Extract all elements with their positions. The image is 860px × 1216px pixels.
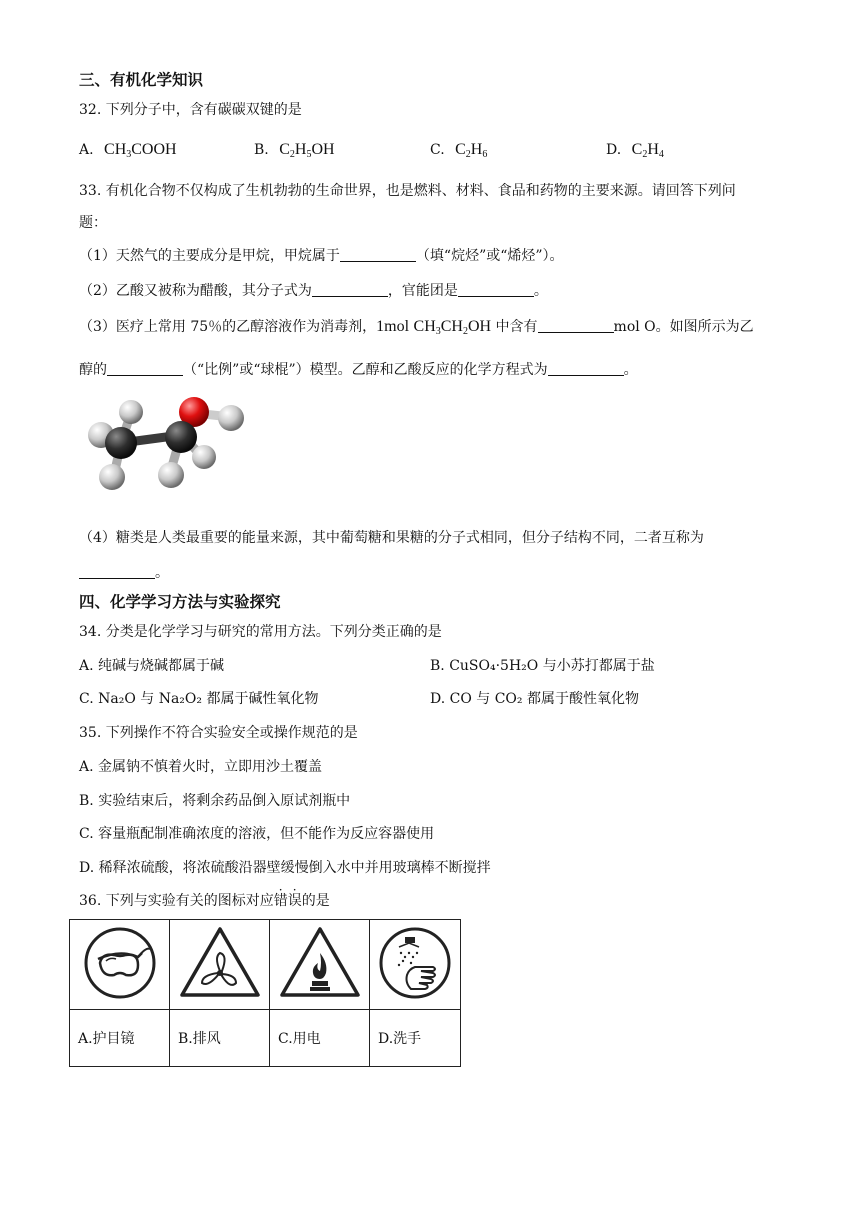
q33-part1 [79,246,564,266]
answer-blank[interactable] [107,362,183,376]
handwash-icon [375,923,455,1003]
q35-option-b: B. 实验结束后，将剩余药品倒入原试剂瓶中 [79,793,351,809]
emphasis-char: 错 [273,893,288,909]
question-33-intro: 33. 有机化合物不仅构成了生机勃勃的生命世界，也是燃料、材料、食品和药物的主要来源。请回答下列问 [79,183,736,199]
q35-option-d: D. 稀释浓硫酸，将浓硫酸沿器壁缓慢倒入水中并用玻璃棒不断搅拌 [79,860,491,876]
formula-ch3cooh: $CH_3COOH$ [104,141,177,160]
q36-stem-end: 的是 [301,893,330,909]
formula-c2h4: $C_2H_4$ [631,141,664,160]
question-34-stem: 34. 分类是化学学习与研究的常用方法。下列分类正确的是 [79,624,442,640]
safety-icons-table [69,919,461,1067]
q33-part4-end: 。 [155,565,169,581]
icon-label: D.洗手 [370,1010,461,1067]
goggles-icon [80,923,160,1003]
option-letter: B. [254,142,269,158]
q35-option-c: C. 容量瓶配制准确浓度的溶液，但不能作为反应容器使用 [79,826,435,842]
formula-ch3ch2oh: $CH_3CH_2OH$ [413,318,492,337]
q33-part3-text4: 醇的 [79,362,107,378]
q33-part2-end: 。 [533,283,548,299]
q34-option-c: C. Na₂O 与 Na₂O₂ 都属于碱性氧化物 [79,691,319,707]
q34-option-b: B. CuSO₄·5H₂O 与小苏打都属于盐 [430,658,655,674]
answer-blank[interactable] [312,283,388,297]
icon-cell [70,920,170,1010]
q32-option-c [430,140,487,160]
option-letter: A. [79,142,94,158]
section-title: 三、有机化学知识 [79,71,204,89]
q34-option-d: D. CO 与 CO₂ 都属于酸性氧化物 [430,691,639,707]
icon-cell [270,920,370,1010]
answer-blank[interactable] [340,248,416,262]
q33-part3-cont [79,360,638,380]
emphasis-char: 误 [287,893,302,909]
section-title: 四、化学学习方法与实验探究 [79,593,281,611]
icon-cell [370,920,461,1010]
q33-part1-hint: （填“烷烃”或“烯烃”）。 [415,248,564,264]
q32-option-b [254,140,335,160]
mol-amount: 1mol [376,318,410,335]
icon-label: C.用电 [270,1010,370,1067]
icon-cell [170,920,270,1010]
q36-stem-text: 36. 下列与实验有关的图标对应 [79,893,274,909]
q35-option-a: A. 金属钠不慎着火时，立即用沙土覆盖 [79,759,323,775]
q33-part3-end: 。 [623,362,638,378]
option-letter: D. [606,142,622,158]
flame-icon [278,923,362,1003]
q33-part3 [79,317,754,337]
icon-label: B.排风 [170,1010,270,1067]
q33-part2-text2: ，官能团是 [387,283,458,299]
question-36-stem [79,891,330,911]
q33-part3-text5: （“比例”或“球棍”）模型。乙醇和乙酸反应的化学方程式为 [183,362,548,378]
formula-c2h6: $C_2H_6$ [455,141,488,160]
q32-option-d [606,140,664,160]
option-letter: C. [430,142,445,158]
q33-part2 [79,281,548,301]
q33-part2-text: （2）乙酸又被称为醋酸，其分子式为 [79,283,312,299]
q33-part3-text: （3）医疗上常用 75％的乙醇溶液作为消毒剂， [79,319,377,335]
fan-icon [178,923,262,1003]
q33-part3-text2: 中含有 [495,319,538,335]
q33-part4-cont [79,563,169,583]
q34-option-a: A. 纯碱与烧碱都属于碱 [79,658,225,674]
answer-blank[interactable] [548,362,624,376]
q32-option-a [79,140,177,160]
answer-blank[interactable] [458,283,534,297]
q33-part1-text: （1）天然气的主要成分是甲烷，甲烷属于 [79,248,340,264]
answer-blank[interactable] [538,319,614,333]
ethanol-ball-stick-model [76,395,251,500]
icon-label: A.护目镜 [70,1010,170,1067]
answer-blank[interactable] [79,565,155,579]
q33-part3-text3: mol O。如图所示为乙 [613,319,754,335]
q33-part4: （4）糖类是人类最重要的能量来源，其中葡萄糖和果糖的分子式相同，但分子结构不同，二者互称为 [79,530,704,546]
question-35-stem: 35. 下列操作不符合实验安全或操作规范的是 [79,725,358,741]
question-32-stem: 32. 下列分子中，含有碳碳双键的是 [79,102,302,118]
question-33-intro-cont: 题： [79,215,107,231]
formula-c2h5oh: $C_2H_5OH$ [279,141,335,160]
